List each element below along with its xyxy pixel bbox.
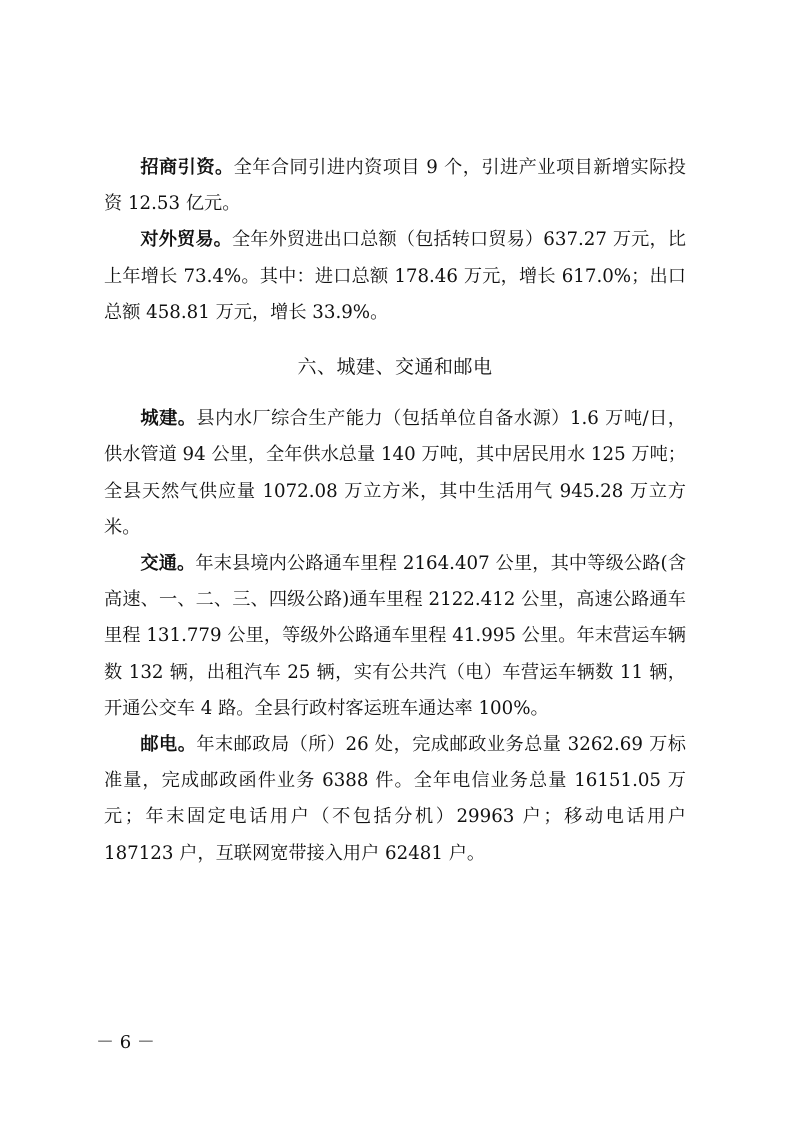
paragraph-urban-construction [104, 401, 686, 546]
paragraph-text: 全年合同引进内资项目 9 个，引进产业项目新增实际投资 12.53 亿元。 [104, 157, 686, 215]
paragraph-lead: 邮电。 [140, 734, 197, 756]
paragraph-foreign-trade [104, 222, 686, 331]
page-number: － 6 － [96, 1032, 155, 1053]
paragraph-transport [104, 546, 686, 727]
paragraph-investment [104, 150, 686, 222]
paragraph-lead: 交通。 [140, 553, 196, 575]
paragraph-lead: 城建。 [140, 408, 197, 430]
paragraph-post-telecom [104, 727, 686, 872]
paragraph-text: 全年外贸进出口总额（包括转口贸易）637.27 万元，比上年增长 73.4%。其中：进口总额 178.46 万元，增长 617.0%；出口总额 458.81 万元，增长 33.9%。 [104, 229, 686, 323]
paragraph-text: 年末县境内公路通车里程 2164.407 公里，其中等级公路(含高速、一、二、三、四级公路)通车里程 2122.412 公里，高速公路通车里程 131.779 公里，等级外公路通车里程 41.995 公里。年末营运车辆数 132 辆，出租汽车 25 辆，实有公共汽（电）车营运车辆数 11 辆，开通公交车 4 路。全县行政村客运班车通达率 100%。 [104, 553, 686, 719]
section-title: 六、城建、交通和邮电 [297, 356, 493, 379]
paragraph-lead: 招商引资。 [140, 157, 234, 178]
paragraph-text: 年末邮政局（所）26 处，完成邮政业务总量 3262.69 万标准量，完成邮政函件业务 6388 件。全年电信业务总量 16151.05 万元；年末固定电话用户（不包括分机）29963 户；移动电话用户 187123 户，互联网宽带接入用户 62481 户。 [104, 734, 686, 864]
document-body [104, 150, 686, 872]
paragraph-text: 县内水厂综合生产能力（包括单位自备水源）1.6 万吨/日，供水管道 94 公里，全年供水总量 140 万吨，其中居民用水 125 万吨；全县天然气供应量 1072.08 万立方米，其中生活用气 945.28 万立方米。 [104, 408, 686, 538]
paragraph-lead: 对外贸易。 [140, 229, 232, 251]
